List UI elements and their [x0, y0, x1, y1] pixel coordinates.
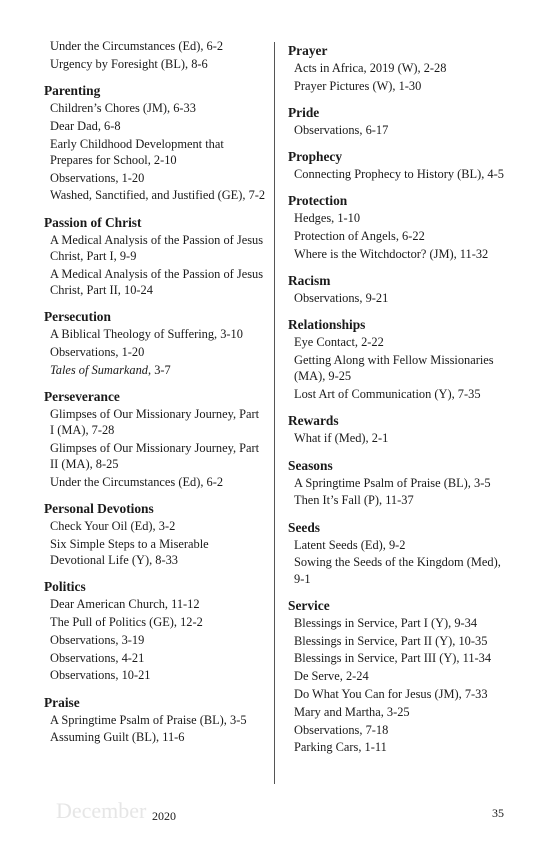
index-column-right [288, 38, 510, 757]
section-heading: Pride [288, 105, 320, 120]
section-heading: Passion of Christ [44, 214, 142, 230]
entry-text: A Springtime Psalm of Praise (BL), 3-5 [50, 712, 247, 727]
index-section [288, 42, 510, 94]
index-section [288, 597, 510, 756]
footer-year: 2020 [152, 809, 176, 823]
entry-text: De Serve, 2-24 [294, 669, 369, 684]
entry-text: , 3-7 [148, 362, 171, 377]
entry-title-italic: Tales of Sumarkand [50, 362, 148, 377]
index-entry [288, 475, 510, 491]
index-section [44, 214, 266, 298]
index-entry [44, 596, 266, 612]
section-heading: Persecution [44, 309, 111, 324]
entry-text: Then It’s Fall (P), 11-37 [294, 493, 414, 508]
entry-text: What if (Med), 2-1 [294, 431, 389, 446]
entry-text: Sowing the Seeds of the Kingdom (Med), 9-1 [294, 555, 501, 586]
entry-text: Check Your Oil (Ed), 3-2 [50, 519, 176, 533]
index-entry [288, 334, 510, 350]
entry-text: Observations, 6-17 [294, 123, 389, 137]
entry-text: Blessings in Service, Part III (Y), 11-34 [294, 651, 492, 666]
entry-text: Dear Dad, 6-8 [50, 118, 121, 133]
index-section [288, 457, 510, 509]
index-section [288, 519, 510, 587]
entry-text: Do What You Can for Jesus (JM), 7-33 [294, 687, 488, 701]
index-entry [44, 170, 266, 186]
entry-text: A Biblical Theology of Suffering, 3-10 [50, 327, 243, 341]
index-entry [288, 290, 510, 306]
index-entry [44, 614, 266, 630]
index-entry [288, 228, 510, 244]
index-entry [288, 60, 510, 76]
index-section [288, 104, 510, 138]
index-entry [44, 518, 266, 534]
index-entry [288, 633, 510, 649]
index-entry [44, 38, 266, 54]
entry-text: Assuming Guilt (BL), 11-6 [50, 730, 185, 745]
index-entry [44, 536, 266, 568]
entry-text: Acts in Africa, 2019 (W), 2-28 [294, 61, 447, 75]
entry-text: Observations, 10-21 [50, 668, 151, 683]
index-entry [44, 326, 266, 342]
entry-text: Getting Along with Fellow Missionaries (MA), 9-25 [294, 353, 494, 384]
entry-text: Protection of Angels, 6-22 [294, 229, 425, 244]
entry-text: Observations, 1-20 [50, 170, 145, 185]
entry-text: Observations, 7-18 [294, 722, 389, 737]
section-heading: Personal Devotions [44, 501, 154, 516]
index-entry [288, 386, 510, 402]
section-heading: Seasons [288, 457, 333, 473]
index-entry [44, 729, 266, 745]
index-column-left [44, 38, 266, 747]
index-section [44, 38, 266, 72]
entry-text: Six Simple Steps to a Miserable Devotional Life (Y), 8-33 [50, 536, 209, 567]
index-entry [44, 406, 266, 438]
index-entry [288, 492, 510, 508]
index-section [288, 192, 510, 262]
entry-text: A Medical Analysis of the Passion of Jesus Christ, Part I, 9-9 [50, 232, 264, 263]
section-heading: Prophecy [288, 149, 343, 165]
index-entry [44, 712, 266, 728]
section-heading: Relationships [288, 317, 366, 333]
page-number: 35 [492, 806, 504, 820]
index-section [44, 578, 266, 683]
index-entry [288, 704, 510, 720]
entry-text: Observations, 4-21 [50, 650, 145, 665]
entry-text: Washed, Sanctified, and Justified (GE), 7-2 [50, 188, 266, 203]
entry-text: Children’s Chores (JM), 6-33 [50, 101, 196, 115]
entry-text: Lost Art of Communication (Y), 7-35 [294, 387, 481, 402]
index-entry [44, 440, 266, 472]
entry-text: A Medical Analysis of the Passion of Jesus Christ, Part II, 10-24 [50, 266, 264, 297]
index-entry [288, 537, 510, 553]
index-entry [288, 554, 510, 586]
index-entry [44, 100, 266, 116]
index-entry [288, 430, 510, 446]
index-entry [288, 686, 510, 702]
section-heading: Service [288, 597, 330, 613]
section-heading: Protection [288, 193, 348, 209]
entry-text: Latent Seeds (Ed), 9-2 [294, 537, 406, 552]
entry-text: Urgency by Foresight (BL), 8-6 [50, 56, 208, 71]
entry-text: A Springtime Psalm of Praise (BL), 3-5 [294, 475, 491, 490]
index-section [288, 316, 510, 402]
index-section [288, 272, 510, 306]
section-heading: Seeds [288, 519, 320, 535]
entry-text: Where is the Witchdoctor? (JM), 11-32 [294, 247, 489, 261]
section-heading: Politics [44, 579, 86, 595]
entry-text: Hedges, 1-10 [294, 211, 361, 226]
entry-text: Blessings in Service, Part II (Y), 10-35 [294, 633, 488, 648]
entry-text: Mary and Martha, 3-25 [294, 704, 410, 719]
index-section [44, 388, 266, 490]
index-section [288, 412, 510, 446]
index-entry [288, 122, 510, 138]
index-section [44, 500, 266, 568]
section-heading: Perseverance [44, 388, 120, 404]
index-entry [44, 362, 266, 378]
index-entry [44, 187, 266, 203]
index-entry [44, 474, 266, 490]
section-heading: Prayer [288, 43, 328, 58]
entry-text: Connecting Prophecy to History (BL), 4-5 [294, 167, 504, 182]
index-entry [288, 650, 510, 666]
section-heading: Parenting [44, 83, 101, 98]
entry-text: Under the Circumstances (Ed), 6-2 [50, 39, 224, 53]
entry-text: Observations, 9-21 [294, 291, 389, 306]
index-entry [44, 136, 266, 168]
entry-text: Glimpses of Our Missionary Journey, Part I (MA), 7-28 [50, 406, 260, 437]
index-entry [44, 632, 266, 648]
index-section [44, 694, 266, 746]
entry-text: Prayer Pictures (W), 1-30 [294, 78, 422, 93]
index-entry [288, 352, 510, 384]
index-entry [288, 210, 510, 226]
index-entry [288, 668, 510, 684]
entry-text: Dear American Church, 11-12 [50, 597, 200, 612]
section-heading: Praise [44, 694, 80, 710]
section-heading: Rewards [288, 413, 339, 429]
entry-text: Observations, 3-19 [50, 632, 145, 647]
index-entry [44, 118, 266, 134]
entry-text: Eye Contact, 2-22 [294, 335, 384, 350]
index-entry [288, 246, 510, 262]
index-entry [44, 232, 266, 264]
entry-text: The Pull of Politics (GE), 12-2 [50, 615, 203, 629]
index-entry [44, 344, 266, 360]
section-heading: Racism [288, 273, 331, 289]
index-entry [288, 166, 510, 182]
index-entry [288, 78, 510, 94]
index-section [44, 308, 266, 378]
index-entry [288, 722, 510, 738]
index-entry [288, 739, 510, 755]
index-entry [44, 667, 266, 683]
index-entry [44, 650, 266, 666]
column-divider [274, 42, 275, 784]
entry-text: Under the Circumstances (Ed), 6-2 [50, 474, 224, 489]
index-entry [288, 615, 510, 631]
index-entry [44, 56, 266, 72]
index-entry [44, 266, 266, 298]
index-section [288, 148, 510, 182]
entry-text: Observations, 1-20 [50, 344, 145, 359]
footer-month: December [56, 798, 147, 823]
entry-text: Blessings in Service, Part I (Y), 9-34 [294, 615, 478, 630]
entry-text: Early Childhood Development that Prepares for School, 2-10 [50, 136, 224, 167]
entry-text: Glimpses of Our Missionary Journey, Part II (MA), 8-25 [50, 440, 260, 471]
entry-text: Parking Cars, 1-11 [294, 740, 387, 755]
index-section [44, 82, 266, 204]
